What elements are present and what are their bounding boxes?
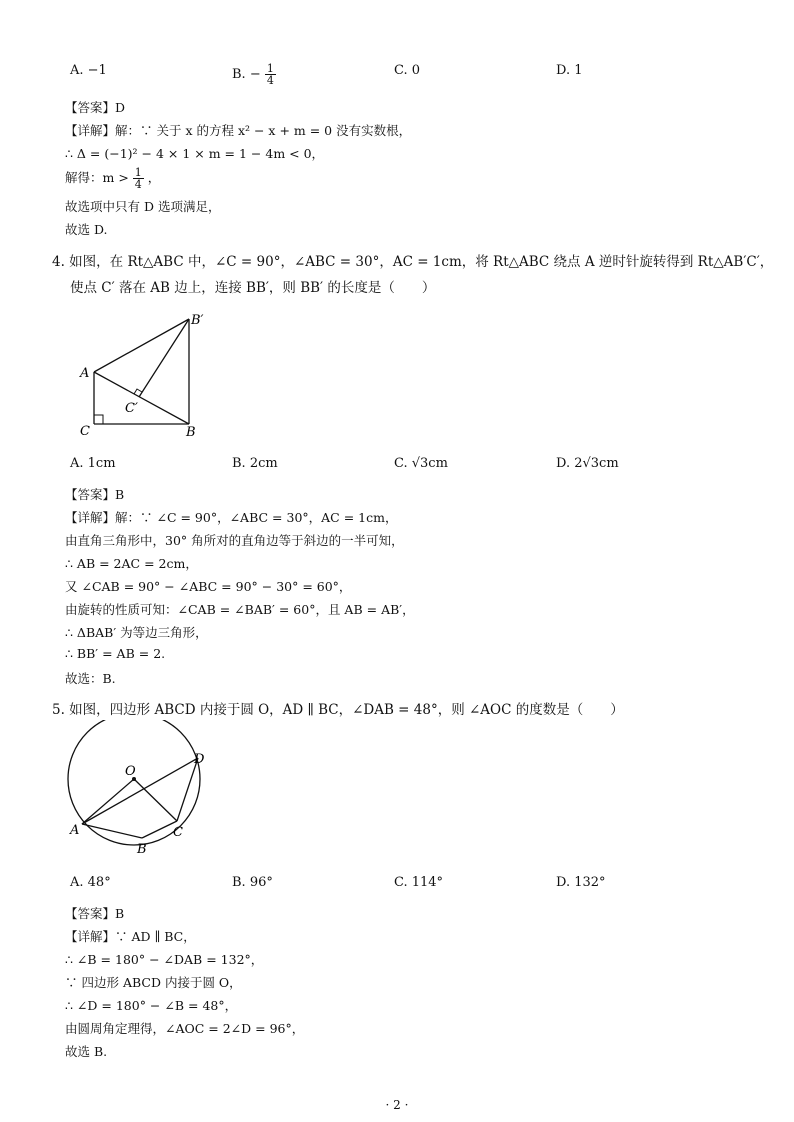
q5-detail-line: ∴ ∠D = 180° − ∠B = 48°， <box>65 998 238 1013</box>
q4-triangle-figure <box>70 305 220 445</box>
q4-detail-line: ∴ AB = 2AC = 2cm， <box>65 556 198 571</box>
q4-stem-line-2: 使点 C′ 落在 AB 边上，连接 BB′，则 BB′ 的长度是（ ） <box>70 280 436 296</box>
q4-detail-line: ∴ BB′ = AB = 2. <box>65 646 166 661</box>
q5-option-a: A. 48° <box>70 875 111 890</box>
q4-label-b: B <box>186 425 196 440</box>
q4-detail-line: 故选：B. <box>65 671 116 686</box>
q4-answer: 【答案】B <box>65 487 125 502</box>
q3-detail-line: 【详解】解：∵ 关于 x 的方程 x² − x + m = 0 没有实数根， <box>65 123 412 138</box>
page-number: · 2 · <box>385 1098 409 1112</box>
q4-label-a: A <box>80 366 90 381</box>
q4-label-b-prime: B′ <box>191 313 204 328</box>
frac-numerator: 1 <box>134 166 142 179</box>
q3-answer: 【答案】D <box>65 100 126 115</box>
q3-detail-line: ∴ Δ = (−1)² − 4 × 1 × m = 1 − 4m < 0， <box>65 146 325 161</box>
q3-option-b-fraction <box>265 63 276 86</box>
q3-option-d: D. 1 <box>556 63 583 78</box>
frac-denominator: 4 <box>134 178 142 191</box>
q3-solve-suffix: ， <box>147 170 161 185</box>
q5-detail-line: ∴ ∠B = 180° − ∠DAB = 132°， <box>65 952 264 967</box>
q5-label-b: B <box>137 842 147 857</box>
q3-solve-fraction <box>133 167 144 190</box>
q4-option-a: A. 1cm <box>70 456 116 471</box>
q3-option-b <box>232 63 276 86</box>
q3-option-a: A. −1 <box>70 63 107 78</box>
q5-stem: 5. 如图，四边形 ABCD 内接于圆 O，AD ∥ BC，∠DAB = 48°，则 ∠AOC 的度数是（ ） <box>52 702 624 718</box>
q4-detail-line: 又 ∠CAB = 90° − ∠ABC = 90° − 30° = 60°， <box>65 579 352 594</box>
q4-detail-line: 【详解】解：∵ ∠C = 90°，∠ABC = 30°，AC = 1cm， <box>65 510 398 525</box>
q5-option-b: B. 96° <box>232 875 273 890</box>
q3-detail-line: 故选项中只有 D 选项满足， <box>65 199 221 214</box>
q5-circle-figure <box>62 720 222 865</box>
q4-label-c-prime: C′ <box>125 401 138 416</box>
q3-option-c: C. 0 <box>394 63 421 78</box>
q5-option-c: C. 114° <box>394 875 444 890</box>
q5-label-o: O <box>125 764 136 779</box>
q3-detail-line: 故选 D. <box>65 222 108 237</box>
q5-answer: 【答案】B <box>65 906 125 921</box>
q3-solve-line <box>65 167 160 190</box>
q5-label-c: C <box>173 825 183 840</box>
q4-option-d: D. 2√3cm <box>556 456 619 471</box>
q4-stem-line-1: 4. 如图，在 Rt△ABC 中，∠C = 90°，∠ABC = 30°，AC = 1cm，将 Rt△ABC 绕点 A 逆时针旋转得到 Rt△AB′C′， <box>52 254 774 270</box>
q4-option-b: B. 2cm <box>232 456 278 471</box>
q3-option-b-label: B. − <box>232 67 261 82</box>
q4-detail-line: 由直角三角形中，30° 角所对的直角边等于斜边的一半可知， <box>65 533 404 548</box>
q5-detail-line: ∵ 四边形 ABCD 内接于圆 O， <box>65 975 242 990</box>
frac-denominator: 4 <box>266 74 274 87</box>
q4-option-c: C. √3cm <box>394 456 448 471</box>
q4-detail-line: 由旋转的性质可知：∠CAB = ∠BAB′ = 60°，且 AB = AB′， <box>65 602 415 617</box>
q5-detail-line: 故选 B. <box>65 1044 108 1059</box>
q5-detail-line: 【详解】∵ AD ∥ BC， <box>65 929 196 944</box>
q3-solve-prefix: 解得：m > <box>65 170 129 185</box>
q5-detail-line: 由圆周角定理得，∠AOC = 2∠D = 96°， <box>65 1021 305 1036</box>
frac-numerator: 1 <box>266 62 274 75</box>
q4-label-c: C <box>80 424 90 439</box>
q5-label-d: D <box>194 752 205 767</box>
q5-label-a: A <box>70 823 80 838</box>
q5-option-d: D. 132° <box>556 875 606 890</box>
q4-detail-line: ∴ ΔBAB′ 为等边三角形， <box>65 625 208 640</box>
